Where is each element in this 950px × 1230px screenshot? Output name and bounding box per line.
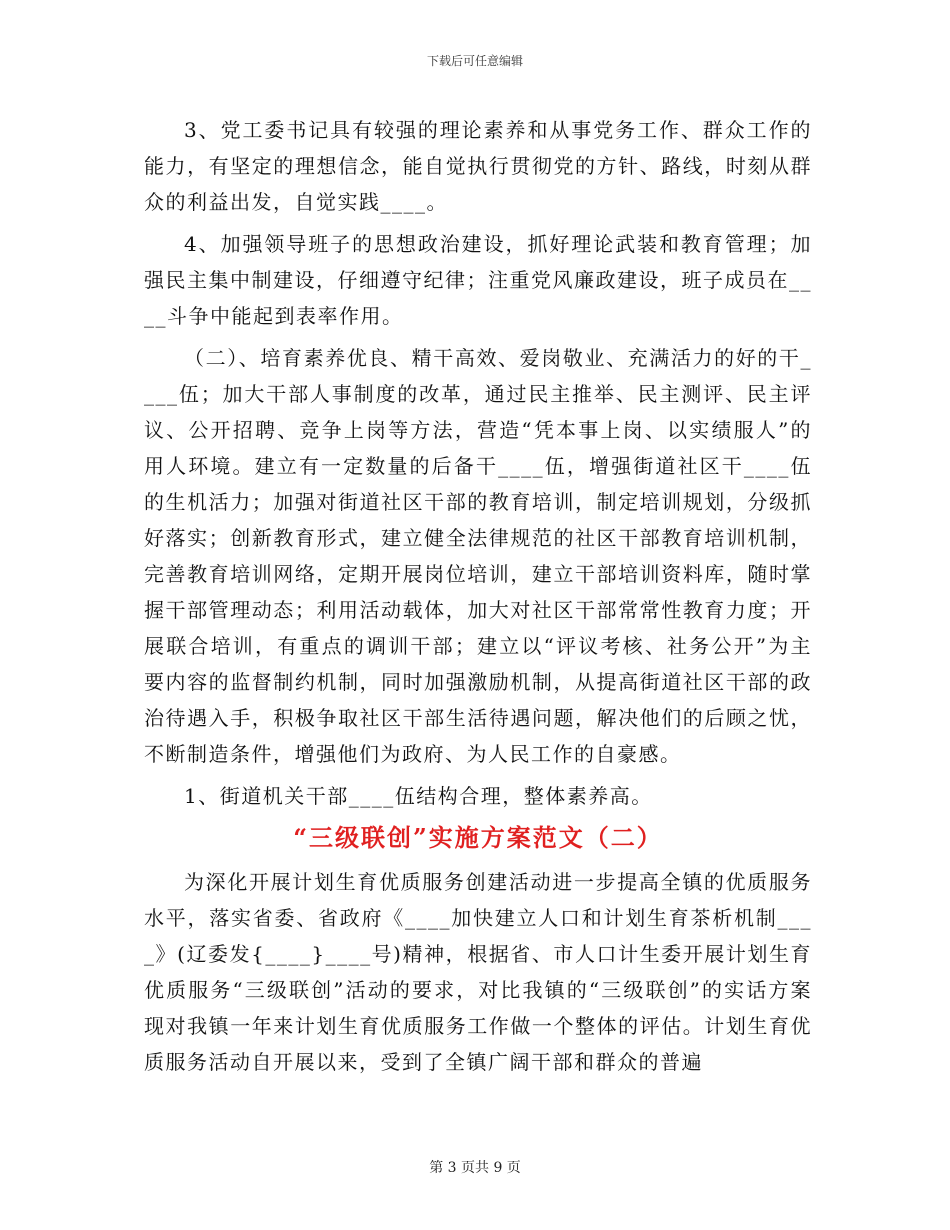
page-header: 下载后可任意编辑 xyxy=(426,54,523,68)
paragraph-item-1: 1、街道机关干部____伍结构合理，整体素养高。 xyxy=(184,784,653,808)
paragraph-item-3: 3、党工委书记具有较强的理论素养和从事党务工作、群众工作的能力，有坚定的理想信念，能自觉执行贯彻党的方针、路线，时刻从群众的利益出发，自觉实践____。 xyxy=(144,118,812,214)
document-body xyxy=(144,112,812,1080)
paragraph-item-4: 4、加强领导班子的思想政治建设，抓好理论武装和教育管理；加强民主集中制建设，仔细遵守纪律；注重党风廉政建设，班子成员在____斗争中能起到表率作用。 xyxy=(144,232,812,328)
paragraph-section-2: （二）、培育素养优良、精干高效、爱岗敬业、充满活力的好的干____伍；加大干部人事制度的改革，通过民主推举、民主测评、民主评议、公开招聘、竞争上岗等方法，营造“凭本事上岗、以实绩服人”的用人环境。建立有一定数量的后备干____伍，增强街道社区干____伍的生机活力；加强对街道社区干部的教育培训，制定培训规划，分级抓好落实；创新教育形式，建立健全法律规范的社区干部教育培训机制，完善教育培训网络，定期开展岗位培训，建立干部培训资料库，随时掌握干部管理动态；利用活动载体，加大对社区干部常常性教育力度；开展联合培训，有重点的调训干部；建立以“评议考核、社务公开”为主要内容的监督制约机制，同时加强激励机制，从提高街道社区干部的政治待遇入手，积极争取社区干部生活待遇问题，解决他们的后顾之忧，不断制造条件，增强他们为政府、为人民工作的自豪感。 xyxy=(144,346,812,766)
page-number-footer: 第 3 页共 9 页 xyxy=(429,1160,521,1176)
paragraph-intro: 为深化开展计划生育优质服务创建活动进一步提高全镇的优质服务水平，落实省委、省政府《____加快建立人口和计划生育茶析机制____》(辽委发{____}____号)精神，根据省、市人口计生委开展计划生育优质服务“三级联创”活动的要求，对比我镇的“三级联创”的实话方案现对我镇一年来计划生育优质服务工作做一个整体的评估。计划生育优质服务活动自开展以来，受到了全镇广阔干部和群众的普遍 xyxy=(144,870,812,1074)
section-title: “三级联创”实施方案范文（二） xyxy=(293,823,663,852)
